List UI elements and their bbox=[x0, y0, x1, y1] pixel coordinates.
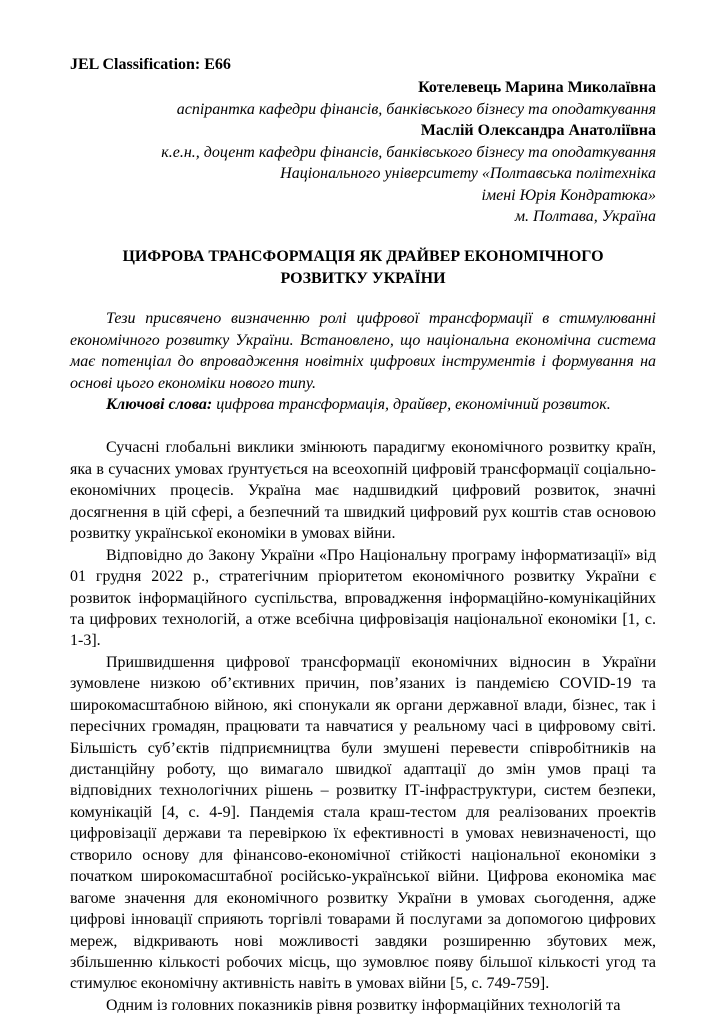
body-paragraph: Відповідно до Закону України «Про Національну програму інформатизації» від 01 грудня 2022 р., стратегічним пріоритетом економічного розвитку України є розвиток інформаційного суспільства, впровадження інформаційно-комунікаційних та цифрових технологій, а отже всебічна цифровізація національної економіки [1, с. 1-3]. bbox=[70, 546, 656, 650]
author-name-1: Котелевець Марина Миколаївна bbox=[418, 79, 656, 97]
author-name-2: Маслій Олександра Анатоліївна bbox=[420, 122, 656, 140]
keywords-text: цифрова трансформація, драйвер, економічний розвиток. bbox=[212, 396, 611, 414]
keywords-line bbox=[70, 394, 656, 415]
abstract-text: Тези присвячено визначенню ролі цифрової трансформації в стимулюванні економічного розвитку України. Встановлено, що національна економічна система має потенціал до впровадження новітніх цифрових інструментів і формування на основі цього економіки нового типу. bbox=[70, 310, 656, 392]
jel-classification: JEL Classification: E66 bbox=[70, 56, 231, 73]
institution-line-1: Національного університету «Полтавська політехніка bbox=[280, 165, 656, 183]
institution-line-2: імені Юрія Кондратюка» bbox=[481, 186, 656, 204]
author-affiliation-1: аспірантка кафедри фінансів, банківського бізнесу та оподаткування bbox=[176, 100, 656, 118]
body-paragraph: Пришвидшення цифрової трансформації економічних відносин в України зумовлене низкою об’єктивних причин, пов’язаних із пандемією COVID-19 та широкомасштабною війною, які спонукали як органи державної влади, бізнес, так і пересічних громадян, працювати та навчатися у реальному часі в цифровому світі. Більшість суб’єктів підприємництва були змушені перевести співробітників на дистанційну роботу, що вимагало швидкої адаптації до змін умов праці та відповідних технологічних рішень – розвитку ІТ-інфраструктури, систем безпеки, комунікацій [4, с. 4-9]. Пандемія стала краш-тестом для реалізованих проектів цифровізації держави та перевіркою їх ефективності в умовах невизначеності, що створило основу для фінансово-економічної стійкості національної економіки з початком широкомасштабної російсько-української війни. Цифрова економіка має вагоме значення для економічного розвитку України в умовах сьогодення, адже цифрові інновації сприяють торгівлі товарами й послугами за допомогою цифрових мереж, відкривають нові можливості завдяки розширенню збутових меж, збільшенню кількості робочих місць, що зумовлює появу більшої кількості угод та стимулює економічну активність навіть в умовах війни [5, с. 749-759]. bbox=[70, 653, 656, 993]
body-paragraph: Сучасні глобальні виклики змінюють парадигму економічного розвитку країн, яка в сучасних умовах ґрунтується на всеохопній цифровій трансформації соціально-економічних процесів. Україна має надшвидкий цифровий розвиток, значні досягнення в цій сфері, а безпечний та швидкий цифровий рух коштів став основою розвитку української економіки в умовах війни. bbox=[70, 439, 656, 543]
body-paragraph: Одним із головних показників рівня розвитку інформаційних технологій та bbox=[106, 996, 621, 1014]
author-affiliation-2: к.е.н., доцент кафедри фінансів, банківського бізнесу та оподаткування bbox=[161, 143, 656, 161]
author-location: м. Полтава, Україна bbox=[514, 208, 656, 226]
keywords-label: Ключові слова: bbox=[106, 396, 213, 414]
paper-title: ЦИФРОВА ТРАНСФОРМАЦІЯ ЯК ДРАЙВЕР ЕКОНОМІЧНОГО РОЗВИТКУ УКРАЇНИ bbox=[122, 247, 604, 287]
author-block bbox=[70, 77, 656, 227]
